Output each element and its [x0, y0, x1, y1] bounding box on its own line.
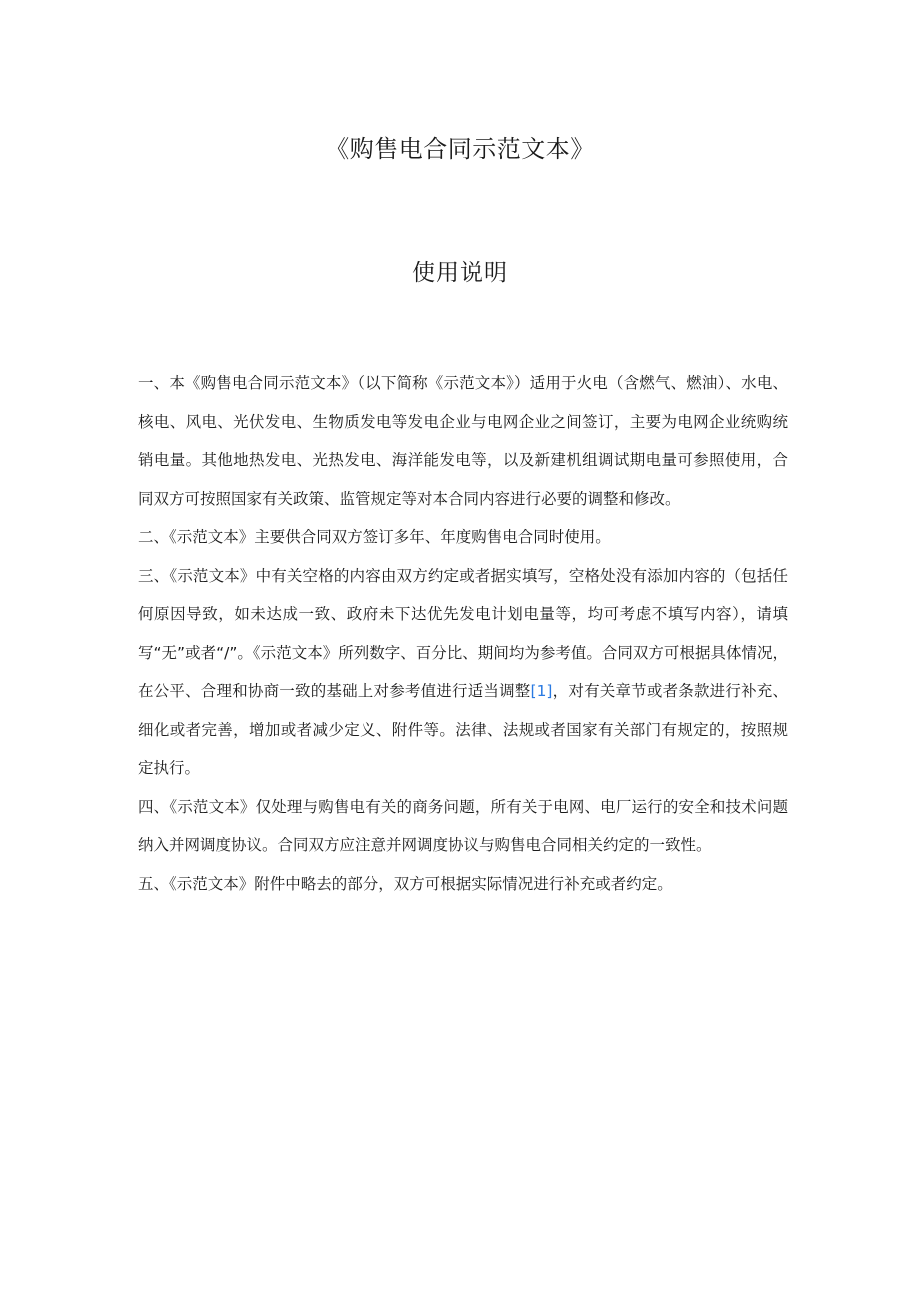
paragraph-3-text-after: ，对有关章节或者条款进行补充、细化或者完善，增加或者减少定义、附件等。法律、法规或者国家有关部门有规定的，按照规定执行。 [138, 682, 788, 777]
paragraph-1: 一、本《购售电合同示范文本》（以下简称《示范文本》）适用于火电（含燃气、燃油）、水电、核电、风电、光伏发电、生物质发电等发电企业与电网企业之间签订，主要为电网企业统购统销电量。其他地热发电、光热发电、海洋能发电等，以及新建机组调试期电量可参照使用，合同双方可按照国家有关政策、监管规定等对本合同内容进行必要的调整和修改。 [138, 374, 788, 508]
section-title: 使用说明 [412, 260, 508, 286]
paragraph-2: 二、《示范文本》主要供合同双方签订多年、年度购售电合同时使用。 [138, 528, 611, 546]
paragraph-4: 四、《示范文本》仅处理与购售电有关的商务问题，所有关于电网、电厂运行的安全和技术问题纳入并网调度协议。合同双方应注意并网调度协议与购售电合同相关约定的一致性。 [138, 797, 788, 854]
document-body [138, 364, 788, 903]
paragraph-3-text-before: 三、《示范文本》中有关空格的内容由双方约定或者据实填写，空格处没有添加内容的（包括任何原因导致，如未达成一致、政府未下达优先发电计划电量等，均可考虑不填写内容），请填写“无”或者“/”。《示范文本》所列数字、百分比、期间均为参考值。合同双方可根据具体情况，在公平、合理和协商一致的基础上对参考值进行适当调整 [138, 566, 788, 700]
paragraph-5: 五、《示范文本》附件中略去的部分，双方可根据实际情况进行补充或者约定。 [138, 874, 673, 893]
document-title: 《购售电合同示范文本》 [325, 135, 595, 163]
paragraph-3 [138, 557, 788, 788]
footnote-link[interactable]: [1] [530, 682, 553, 700]
